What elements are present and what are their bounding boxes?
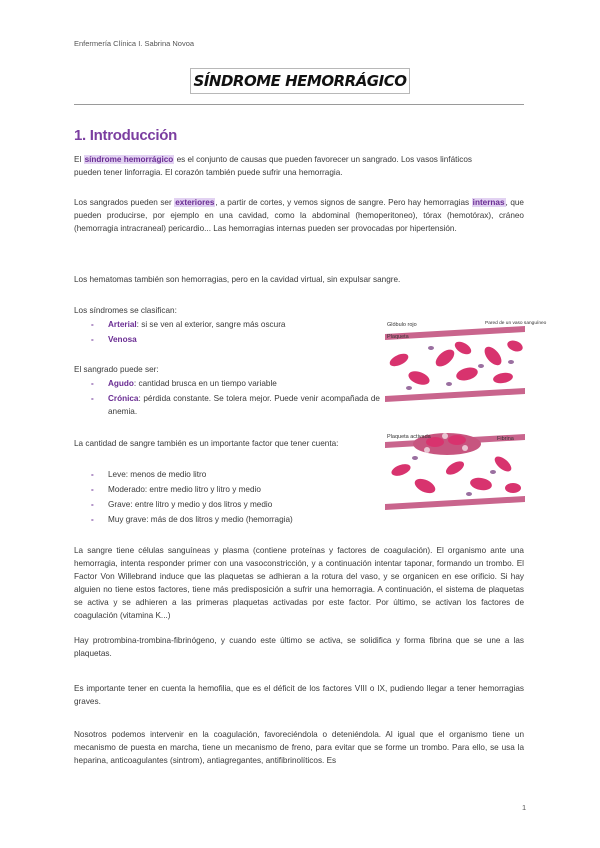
- paragraph-protrombina: Hay protrombina-trombina-fibrinógeno, y cuando este último se activa, se solidifica y forma fibrina que se une a las plaquetas.: [74, 636, 524, 658]
- list-item: - Leve: menos de medio litro: [91, 470, 207, 479]
- paragraph-coagulacion: Nosotros podemos intervenir en la coagulación, favoreciéndola o deteniéndola. Al igual que el organismo tiene un mecanismo de puesta en marcha, tiene un mecanismo de freno, para evitar que se forme un trombo. Para ello, se usa la heparina, anticoagulantes (sintrom), antiagregantes, antifibrinolíticos. Es: [74, 730, 524, 765]
- page-title: SÍNDROME HEMORRÁGICO: [193, 71, 407, 90]
- paragraph-clasifican: Los síndromes se clasifican:: [74, 306, 177, 315]
- paragraph-intro: El síndrome hemorrágico es el conjunto de causas que pueden favorecer un sangrado. Los vasos linfáticos pueden tener linforragia. El corazón también puede sufrir una hemorragia.: [74, 155, 472, 177]
- list-item: - Agudo: cantidad brusca en un tiempo variable: [91, 379, 277, 388]
- label-plaqueta: Plaqueta: [387, 334, 409, 340]
- list-item: - Grave: entre litro y medio y dos litros y medio: [91, 500, 273, 509]
- list-item: -: [91, 394, 94, 403]
- title-box: [190, 68, 410, 94]
- label-fibrina: Fibrina: [497, 436, 514, 442]
- label-pared: Pared de un vaso sanguíneo: [485, 321, 547, 326]
- title-divider: [74, 104, 524, 105]
- paragraph-sangrados: Los sangrados pueden ser exteriores, a partir de cortes, y vemos signos de sangre. Pero hay hemorragias internas, que pueden producirse, por ejemplo en una cavidad, como la abdominal (hemoperitoneo), tórax (hemotórax), cráneo (hemorragia intracraneal) pericardio... Las hemorragias internas pueden ser provocadas por hipertensión.: [74, 198, 524, 233]
- paragraph-sangrado-puede: El sangrado puede ser:: [74, 365, 159, 374]
- highlight-term: exteriores: [175, 198, 215, 207]
- list-item: - Moderado: entre medio litro y litro y medio: [91, 485, 261, 494]
- highlight-term: internas: [472, 198, 505, 207]
- vessel-illustration: [385, 318, 547, 518]
- list-item: - Arterial: si se ven al exterior, sangre más oscura: [91, 320, 286, 329]
- list-item-text: Crónica: pérdida constante. Se tolera mejor. Puede venir acompañada de anemia.: [108, 394, 380, 416]
- page-header: Enfermería Clínica I. Sabrina Novoa: [74, 39, 195, 48]
- paragraph-cantidad: La cantidad de sangre también es un importante factor que tener cuenta:: [74, 439, 339, 448]
- vessel-injured: [385, 433, 525, 510]
- paragraph-sangre: La sangre tiene células sanguíneas y plasma (contiene proteínas y factores de coagulación). El organismo ante una hemorragia, intenta responder primer con una vasoconstricción, y a continuación intentar taponar, formando un trombo. El Factor Von Willebrand induce que las plaquetas se adhieran a la rotura del vaso, y se organicen en ese orificio. Si hay alguien no tiene estos factores, tiene más predisposición a sufrir una hemorragia. A continuación, el sistema de plaquetas se activa y se adhieren a las primeras plaquetas activadas por este factor. Por último, se activan los factores de coagulación (vitamina K...): [74, 546, 524, 620]
- page-number: 1: [522, 803, 527, 812]
- paragraph-hemofilia: Es importante tener en cuenta la hemofilia, que es el déficit de los factores VIII o IX, pudiendo llegar a tener hemorragias graves.: [74, 684, 524, 706]
- list-item: - Muy grave: más de dos litros y medio (hemorragia): [91, 515, 293, 524]
- section-heading: 1. Introducción: [74, 127, 178, 144]
- highlight-term: síndrome hemorrágico: [84, 155, 174, 164]
- paragraph-hematomas: Los hematomas también son hemorragias, pero en la cavidad virtual, sin expulsar sangre.: [74, 275, 401, 284]
- label-activado: Plaqueta activada: [387, 434, 431, 440]
- label-globulo: Glóbulo rojo: [387, 322, 417, 328]
- list-item: - Venosa: [91, 335, 137, 344]
